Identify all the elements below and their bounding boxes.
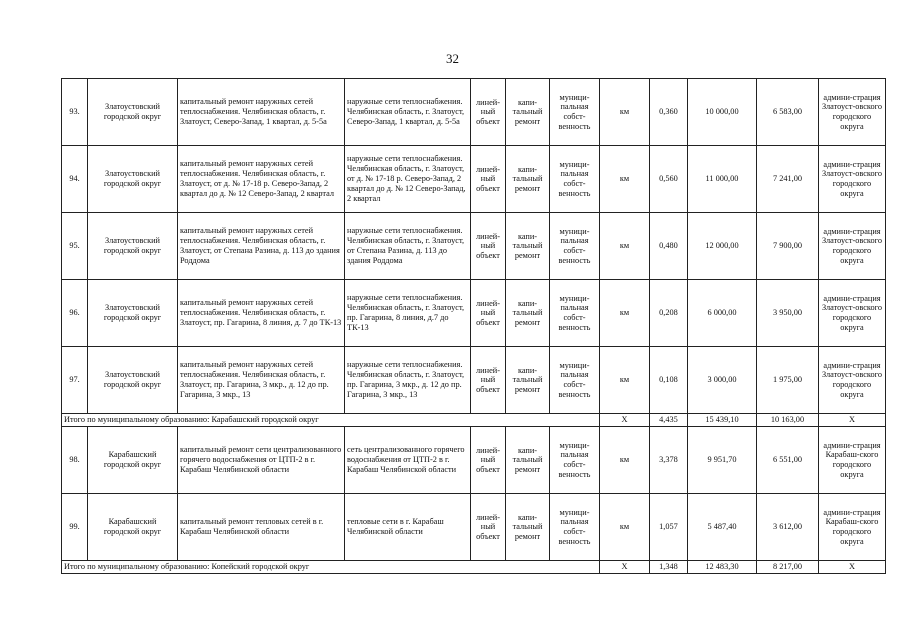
row-number-cell: 99. [62, 494, 88, 561]
total-cost-cell: 3 000,00 [688, 347, 757, 414]
work-description-cell: капитальный ремонт сети централизованного горячего водоснабжения от ЦТП-2 в г. Карабаш Челябинской области [178, 427, 345, 494]
subtotal-customer-cell: X [819, 561, 886, 574]
ownership-cell: муници-пальная собст-венность [550, 146, 600, 213]
subtotal-budget-cell: 10 163,00 [757, 414, 819, 427]
work-type-cell: капи-тальный ремонт [506, 427, 550, 494]
row-number-cell: 98. [62, 427, 88, 494]
unit-cell: км [600, 146, 650, 213]
work-type-cell: капи-тальный ремонт [506, 494, 550, 561]
row-number-cell: 97. [62, 347, 88, 414]
total-cost-cell: 9 951,70 [688, 427, 757, 494]
work-description-cell: капитальный ремонт наружных сетей теплоснабжения. Челябинская область, г. Златоуст, пр. Гагарина, 8 линия, д. 7 до ТК-13 [178, 280, 345, 347]
unit-cell: км [600, 213, 650, 280]
total-cost-cell: 5 487,40 [688, 494, 757, 561]
subtotal-label: Итого по муниципальному образованию: Копейский городской округ [62, 561, 600, 574]
municipality-cell: Златоустовский городской округ [88, 280, 178, 347]
unit-cell: км [600, 427, 650, 494]
municipality-cell: Златоустовский городской округ [88, 79, 178, 146]
unit-cell: км [600, 347, 650, 414]
object-type-cell: линей-ный объект [471, 347, 506, 414]
length-cell: 0,480 [650, 213, 688, 280]
object-name-cell: наружные сети теплоснабжения. Челябинская область, г. Златоуст, пр. Гагарина, 3 мкр., д. 12 до пр. Гагарина, 3 мкр., 13 [345, 347, 471, 414]
total-cost-cell: 11 000,00 [688, 146, 757, 213]
work-type-cell: капи-тальный ремонт [506, 347, 550, 414]
ownership-cell: муници-пальная собст-венность [550, 494, 600, 561]
budget-cost-cell: 1 975,00 [757, 347, 819, 414]
subtotal-total-cell: 15 439,10 [688, 414, 757, 427]
length-cell: 0,360 [650, 79, 688, 146]
budget-cost-cell: 7 241,00 [757, 146, 819, 213]
object-name-cell: наружные сети теплоснабжения. Челябинская область, г. Златоуст, от Степана Разина, д. 113 до здания Роддома [345, 213, 471, 280]
municipality-cell: Златоустовский городской округ [88, 213, 178, 280]
work-type-cell: капи-тальный ремонт [506, 280, 550, 347]
work-type-cell: капи-тальный ремонт [506, 213, 550, 280]
length-cell: 0,208 [650, 280, 688, 347]
subtotal-length-cell: 4,435 [650, 414, 688, 427]
total-cost-cell: 12 000,00 [688, 213, 757, 280]
budget-cost-cell: 7 900,00 [757, 213, 819, 280]
budget-cost-cell: 6 551,00 [757, 427, 819, 494]
table-row [62, 347, 886, 414]
length-cell: 3,378 [650, 427, 688, 494]
subtotal-length-cell: 1,348 [650, 561, 688, 574]
work-type-cell: капи-тальный ремонт [506, 79, 550, 146]
subtotal-customer-cell: X [819, 414, 886, 427]
work-description-cell: капитальный ремонт наружных сетей теплоснабжения. Челябинская область, г. Златоуст, от Степана Разина, д. 113 до здания Роддома [178, 213, 345, 280]
unit-cell: км [600, 280, 650, 347]
customer-cell: админи-страция Карабаш-ского городского округа [819, 494, 886, 561]
capital-repair-table [61, 78, 886, 574]
budget-cost-cell: 3 950,00 [757, 280, 819, 347]
table-row [62, 213, 886, 280]
customer-cell: админи-страция Златоуст-овского городского округа [819, 280, 886, 347]
subtotal-label: Итого по муниципальному образованию: Карабашский городской округ [62, 414, 600, 427]
row-number-cell: 94. [62, 146, 88, 213]
customer-cell: админи-страция Златоуст-овского городского округа [819, 213, 886, 280]
object-type-cell: линей-ный объект [471, 146, 506, 213]
work-type-cell: капи-тальный ремонт [506, 146, 550, 213]
subtotal-row [62, 414, 886, 427]
object-type-cell: линей-ный объект [471, 427, 506, 494]
budget-cost-cell: 3 612,00 [757, 494, 819, 561]
object-name-cell: наружные сети теплоснабжения. Челябинская область, г. Златоуст, Северо-Запад, 1 квартал, д. 5-5а [345, 79, 471, 146]
table-row [62, 79, 886, 146]
work-description-cell: капитальный ремонт наружных сетей теплоснабжения. Челябинская область, г. Златоуст, пр. Гагарина, 3 мкр., д. 12 до пр. Гагарина, 3 мкр., 13 [178, 347, 345, 414]
work-description-cell: капитальный ремонт наружных сетей теплоснабжения. Челябинская область, г. Златоуст, от д. № 17-18 р. Северо-Запад, 2 квартал до д. № 12 Северо-Запад, 2 квартал [178, 146, 345, 213]
ownership-cell: муници-пальная собст-венность [550, 79, 600, 146]
customer-cell: админи-страция Карабаш-ского городского округа [819, 427, 886, 494]
ownership-cell: муници-пальная собст-венность [550, 280, 600, 347]
subtotal-row [62, 561, 886, 574]
municipality-cell: Карабашский городской округ [88, 427, 178, 494]
subtotal-total-cell: 12 483,30 [688, 561, 757, 574]
table-body [62, 79, 886, 574]
ownership-cell: муници-пальная собст-венность [550, 347, 600, 414]
budget-cost-cell: 6 583,00 [757, 79, 819, 146]
object-name-cell: наружные сети теплоснабжения. Челябинская область, г. Златоуст, от д. № 17-18 р. Северо-Запад, 2 квартал до д. № 12 Северо-Запад, 2 квартал [345, 146, 471, 213]
table-row [62, 146, 886, 213]
page-number: 32 [446, 51, 459, 66]
total-cost-cell: 10 000,00 [688, 79, 757, 146]
ownership-cell: муници-пальная собст-венность [550, 213, 600, 280]
object-type-cell: линей-ный объект [471, 213, 506, 280]
length-cell: 1,057 [650, 494, 688, 561]
length-cell: 0,108 [650, 347, 688, 414]
work-description-cell: капитальный ремонт тепловых сетей в г. Карабаш Челябинской области [178, 494, 345, 561]
table-row [62, 494, 886, 561]
municipality-cell: Златоустовский городской округ [88, 347, 178, 414]
customer-cell: админи-страция Златоуст-овского городского округа [819, 79, 886, 146]
unit-cell: км [600, 79, 650, 146]
object-type-cell: линей-ный объект [471, 79, 506, 146]
length-cell: 0,560 [650, 146, 688, 213]
subtotal-unit-cell: X [600, 414, 650, 427]
object-name-cell: тепловые сети в г. Карабаш Челябинской области [345, 494, 471, 561]
table-row [62, 427, 886, 494]
object-name-cell: сеть централизованного горячего водоснабжения от ЦТП-2 в г. Карабаш Челябинской области [345, 427, 471, 494]
table-row [62, 280, 886, 347]
row-number-cell: 93. [62, 79, 88, 146]
municipality-cell: Златоустовский городской округ [88, 146, 178, 213]
customer-cell: админи-страция Златоуст-овского городского округа [819, 347, 886, 414]
unit-cell: км [600, 494, 650, 561]
object-type-cell: линей-ный объект [471, 280, 506, 347]
subtotal-budget-cell: 8 217,00 [757, 561, 819, 574]
object-type-cell: линей-ный объект [471, 494, 506, 561]
row-number-cell: 95. [62, 213, 88, 280]
ownership-cell: муници-пальная собст-венность [550, 427, 600, 494]
municipality-cell: Карабашский городской округ [88, 494, 178, 561]
total-cost-cell: 6 000,00 [688, 280, 757, 347]
subtotal-unit-cell: X [600, 561, 650, 574]
customer-cell: админи-страция Златоуст-овского городского округа [819, 146, 886, 213]
work-description-cell: капитальный ремонт наружных сетей теплоснабжения. Челябинская область, г. Златоуст, Северо-Запад, 1 квартал, д. 5-5а [178, 79, 345, 146]
object-name-cell: наружные сети теплоснабжения. Челябинская область, г. Златоуст, пр. Гагарина, 8 линия, д.7 до ТК-13 [345, 280, 471, 347]
row-number-cell: 96. [62, 280, 88, 347]
